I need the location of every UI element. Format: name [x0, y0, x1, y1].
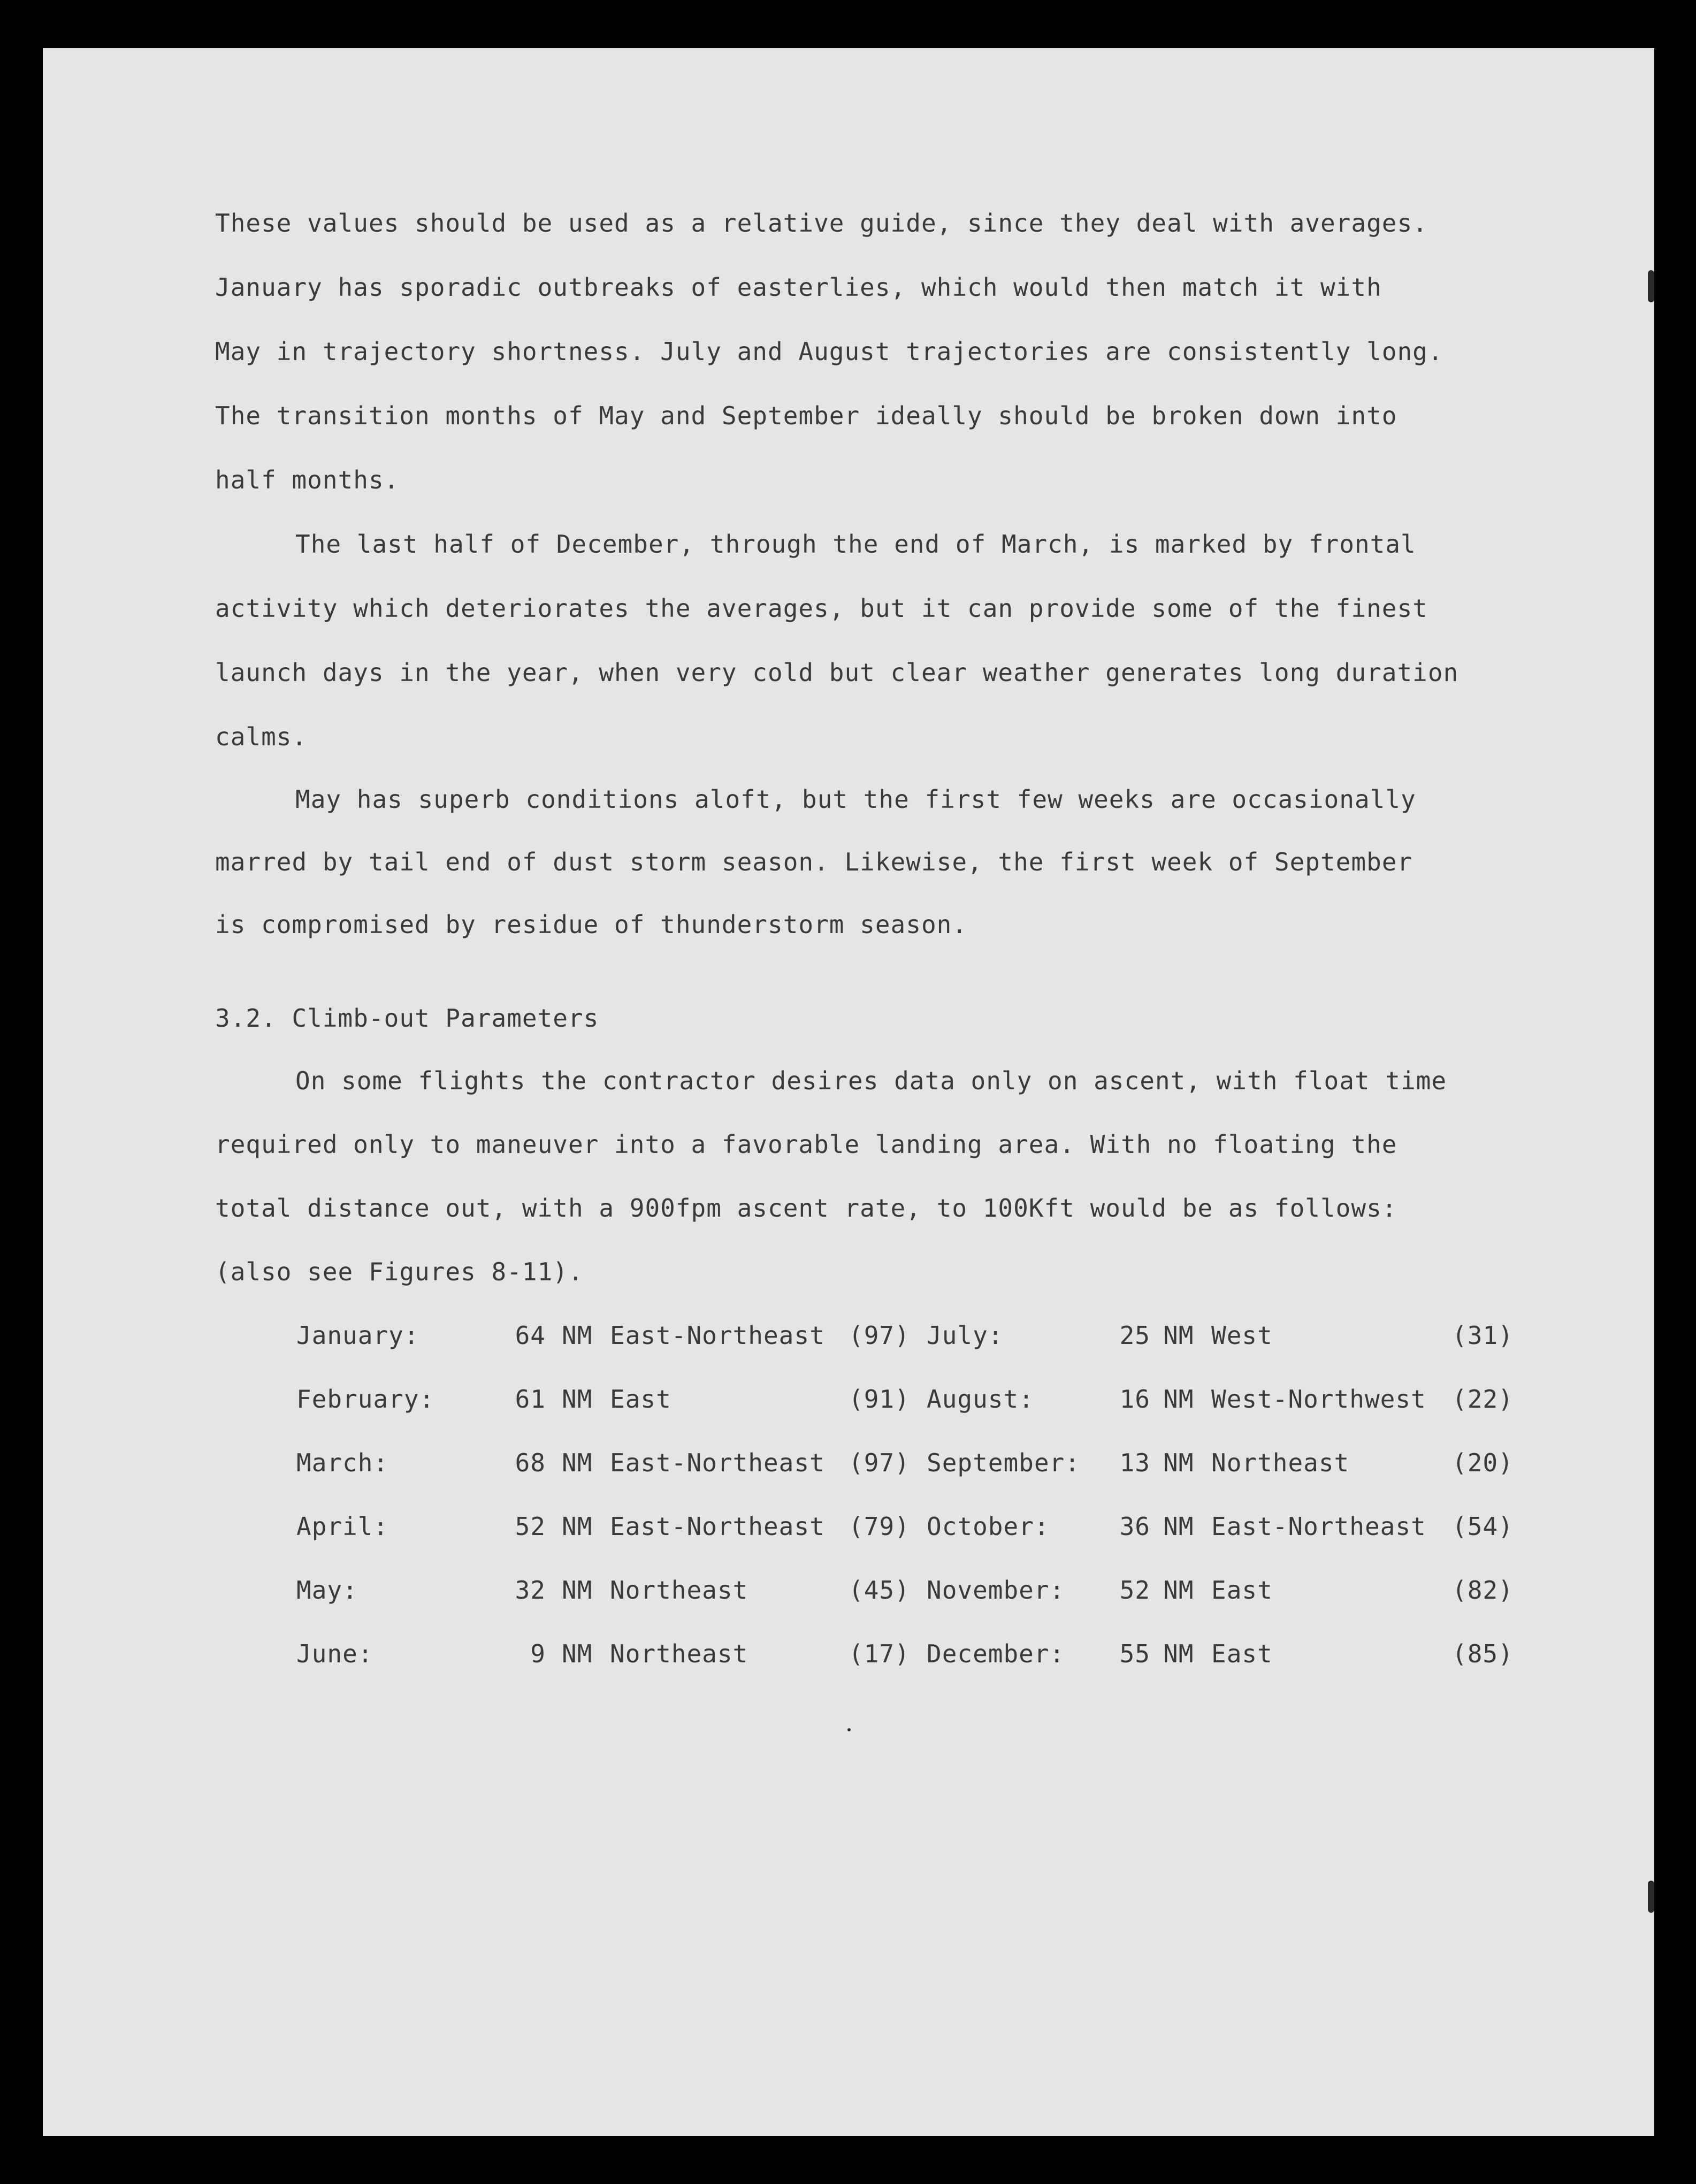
direction-label: West	[1211, 1321, 1273, 1350]
paren-value: (22)	[1452, 1385, 1514, 1414]
direction-label: Northeast	[610, 1639, 748, 1668]
direction-label: East	[610, 1385, 671, 1414]
distance-value: 9	[530, 1639, 546, 1668]
paragraph-1-line-1: These values should be used as a relative guide, since they deal with averages.	[215, 209, 1428, 238]
section-heading: 3.2. Climb-out Parameters	[215, 1004, 599, 1033]
paragraph-2-line-1: The last half of December, through the end of March, is marked by frontal	[295, 530, 1416, 559]
paragraph-1-line-4: The transition months of May and September ideally should be broken down into	[215, 401, 1397, 430]
paragraph-4-line-3: total distance out, with a 900fpm ascent rate, to 100Kft would be as follows:	[215, 1194, 1397, 1223]
paren-value: (97)	[849, 1448, 910, 1477]
edge-mark	[1648, 1881, 1654, 1913]
direction-label: East	[1211, 1576, 1273, 1605]
distance-unit: NM	[562, 1385, 593, 1414]
month-label: May:	[296, 1576, 358, 1605]
paragraph-1-line-3: May in trajectory shortness. July and August trajectories are consistently long.	[215, 337, 1443, 366]
distance-value: 68	[515, 1448, 546, 1477]
paren-value: (31)	[1452, 1321, 1514, 1350]
distance-value: 55	[1119, 1639, 1150, 1668]
ink-speck	[847, 1728, 851, 1731]
distance-unit: NM	[562, 1576, 593, 1605]
month-label: September:	[927, 1448, 1080, 1477]
paragraph-4-line-2: required only to maneuver into a favorable landing area. With no floating the	[215, 1130, 1397, 1159]
paragraph-1-line-2: January has sporadic outbreaks of easterlies, which would then match it with	[215, 273, 1382, 302]
distance-value: 32	[515, 1576, 546, 1605]
paragraph-2-line-4: calms.	[215, 722, 308, 751]
direction-label: Northeast	[610, 1576, 748, 1605]
distance-unit: NM	[1163, 1639, 1194, 1668]
paren-value: (82)	[1452, 1576, 1514, 1605]
paragraph-2-line-3: launch days in the year, when very cold but clear weather generates long duration	[215, 658, 1459, 687]
month-label: October:	[927, 1512, 1050, 1541]
direction-label: East-Northeast	[610, 1512, 825, 1541]
direction-label: Northeast	[1211, 1448, 1350, 1477]
direction-label: East	[1211, 1639, 1273, 1668]
distance-unit: NM	[1163, 1385, 1194, 1414]
month-label: December:	[927, 1639, 1065, 1668]
month-label: January:	[296, 1321, 419, 1350]
distance-value: 13	[1119, 1448, 1150, 1477]
month-label: November:	[927, 1576, 1065, 1605]
distance-value: 36	[1119, 1512, 1150, 1541]
paragraph-4-line-4: (also see Figures 8-11).	[215, 1257, 584, 1286]
month-label: June:	[296, 1639, 373, 1668]
paren-value: (79)	[849, 1512, 910, 1541]
direction-label: East-Northeast	[610, 1321, 825, 1350]
distance-value: 52	[1119, 1576, 1150, 1605]
paragraph-1-line-5: half months.	[215, 465, 400, 494]
month-label: March:	[296, 1448, 389, 1477]
distance-unit: NM	[562, 1639, 593, 1668]
distance-unit: NM	[562, 1512, 593, 1541]
distance-value: 16	[1119, 1385, 1150, 1414]
distance-unit: NM	[562, 1321, 593, 1350]
paren-value: (45)	[849, 1576, 910, 1605]
paren-value: (91)	[849, 1385, 910, 1414]
month-label: July:	[927, 1321, 1004, 1350]
paren-value: (97)	[849, 1321, 910, 1350]
edge-mark	[1648, 270, 1654, 302]
direction-label: East-Northeast	[1211, 1512, 1426, 1541]
paragraph-3-line-2: marred by tail end of dust storm season. Likewise, the first week of September	[215, 847, 1413, 876]
distance-unit: NM	[1163, 1448, 1194, 1477]
direction-label: West-Northwest	[1211, 1385, 1426, 1414]
distance-unit: NM	[1163, 1512, 1194, 1541]
paren-value: (54)	[1452, 1512, 1514, 1541]
distance-value: 64	[515, 1321, 546, 1350]
month-label: February:	[296, 1385, 435, 1414]
paren-value: (17)	[849, 1639, 910, 1668]
distance-value: 52	[515, 1512, 546, 1541]
paragraph-3-line-3: is compromised by residue of thunderstorm season.	[215, 910, 968, 939]
distance-unit: NM	[562, 1448, 593, 1477]
distance-value: 61	[515, 1385, 546, 1414]
paren-value: (85)	[1452, 1639, 1514, 1668]
paragraph-4-line-1: On some flights the contractor desires data only on ascent, with float time	[295, 1066, 1447, 1095]
distance-value: 25	[1119, 1321, 1150, 1350]
paren-value: (20)	[1452, 1448, 1514, 1477]
direction-label: East-Northeast	[610, 1448, 825, 1477]
month-label: August:	[927, 1385, 1034, 1414]
document-page	[43, 48, 1654, 2136]
paragraph-2-line-2: activity which deteriorates the averages, but it can provide some of the finest	[215, 594, 1428, 623]
distance-unit: NM	[1163, 1321, 1194, 1350]
month-label: April:	[296, 1512, 389, 1541]
distance-unit: NM	[1163, 1576, 1194, 1605]
paragraph-3-line-1: May has superb conditions aloft, but the first few weeks are occasionally	[295, 785, 1416, 814]
